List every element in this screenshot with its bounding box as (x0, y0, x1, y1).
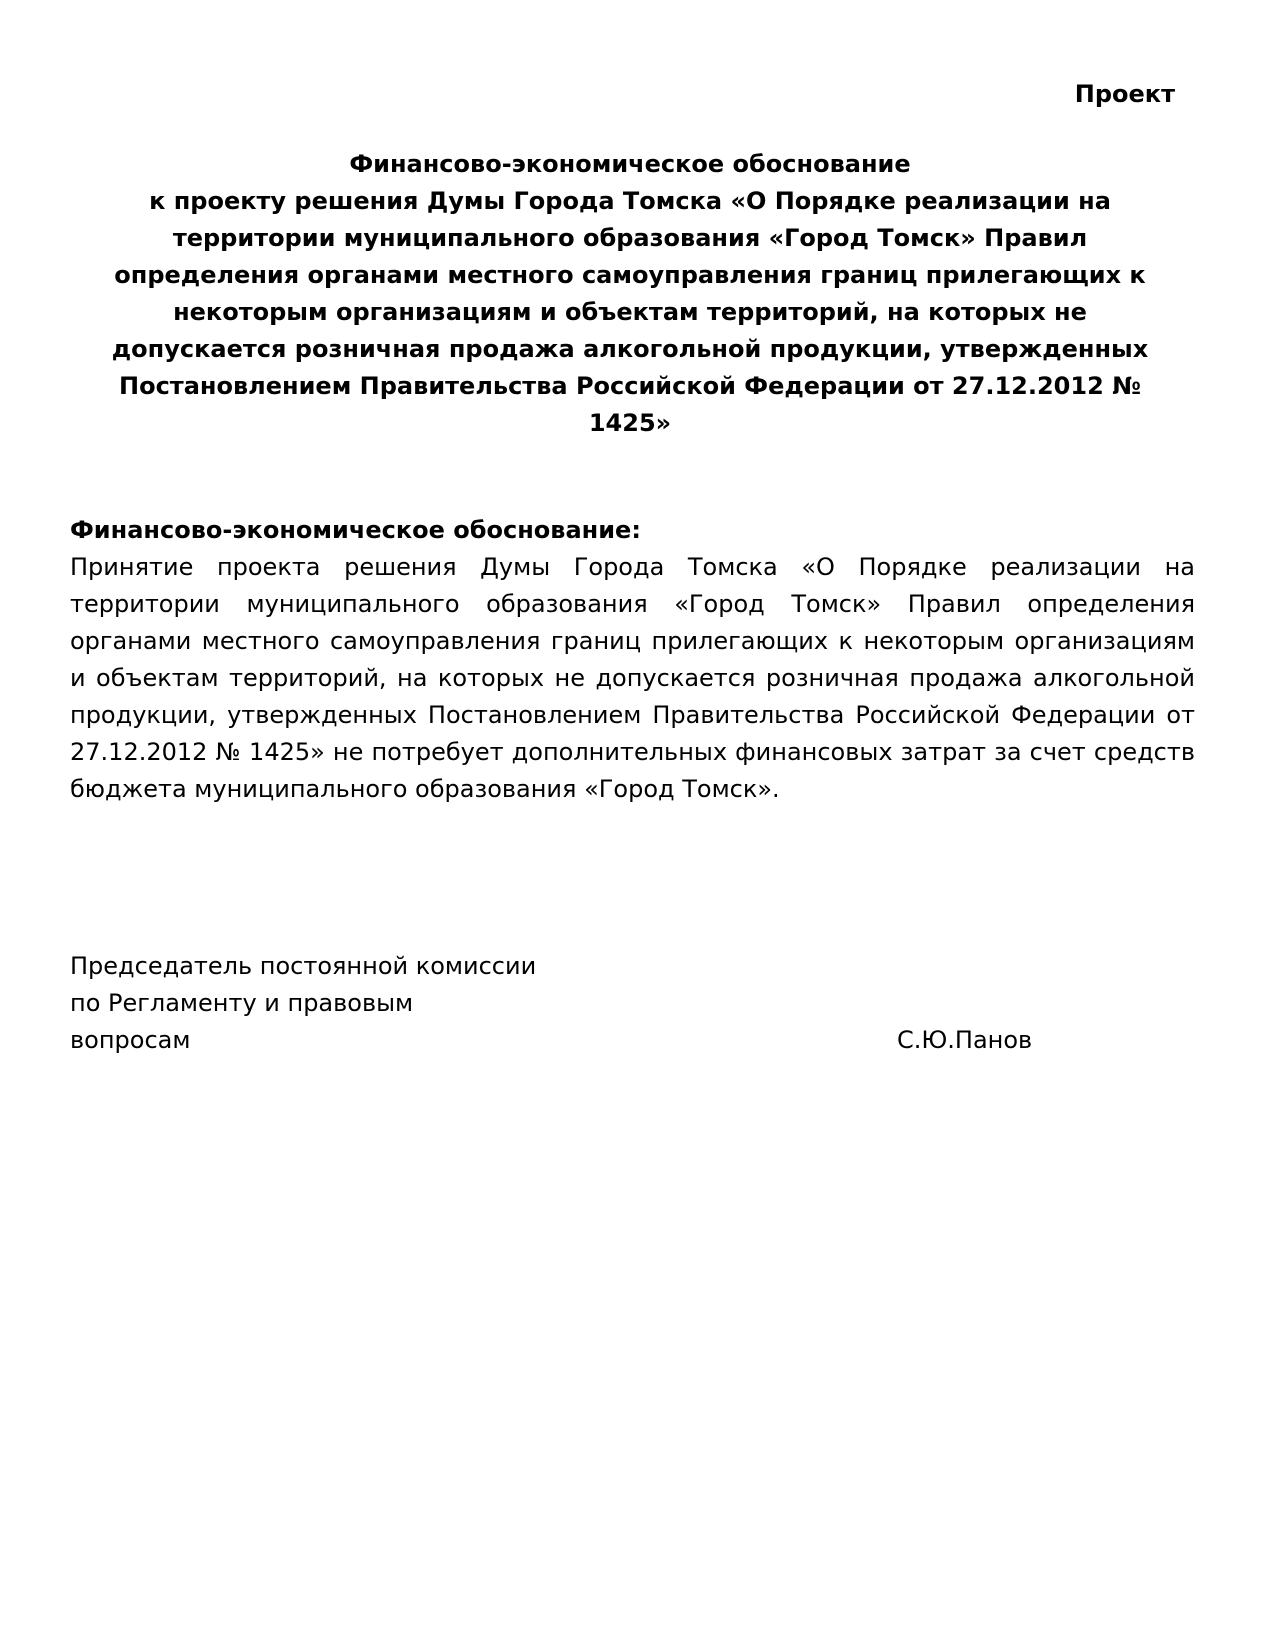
title-line: определения органами местного самоуправления границ прилегающих к (114, 261, 1146, 289)
title-line: к проекту решения Думы Города Томска «О Порядке реализации на (149, 187, 1111, 215)
section-heading: Финансово-экономическое обоснование: (70, 516, 641, 544)
signature-position (70, 948, 536, 1059)
signatory-name: С.Ю.Панов (897, 1026, 1033, 1054)
draft-label: Проект (1074, 80, 1175, 108)
document-title (80, 146, 1180, 442)
title-line: Финансово-экономическое обоснование (349, 150, 911, 178)
title-line: 1425» (588, 409, 672, 437)
body-paragraph: Принятие проекта решения Думы Города Томска «О Порядке реализации на территории муниципального образования «Город Томск» Правил определения органами местного самоуправления границ прилегающих к некоторым организациям и объектам территорий, на которых не допускается розничная продажа алкогольной продукции, утвержденных Постановлением Правительства Российской Федерации от 27.12.2012 № 1425» не потребует дополнительных финансовых затрат за счет средств бюджета муниципального образования «Город Томск». (70, 553, 1195, 803)
title-line: допускается розничная продажа алкогольной продукции, утвержденных (111, 335, 1149, 363)
title-line: некоторым организациям и объектам территорий, на которых не (173, 298, 1087, 326)
title-line: территории муниципального образования «Город Томск» Правил (172, 224, 1088, 252)
title-line: Постановлением Правительства Российской Федерации от 27.12.2012 № (119, 372, 1141, 400)
signature-position-line: по Регламенту и правовым (70, 989, 414, 1017)
signature-position-line: Председатель постоянной комиссии (70, 952, 537, 980)
signature-position-line: вопросам (70, 1026, 191, 1054)
